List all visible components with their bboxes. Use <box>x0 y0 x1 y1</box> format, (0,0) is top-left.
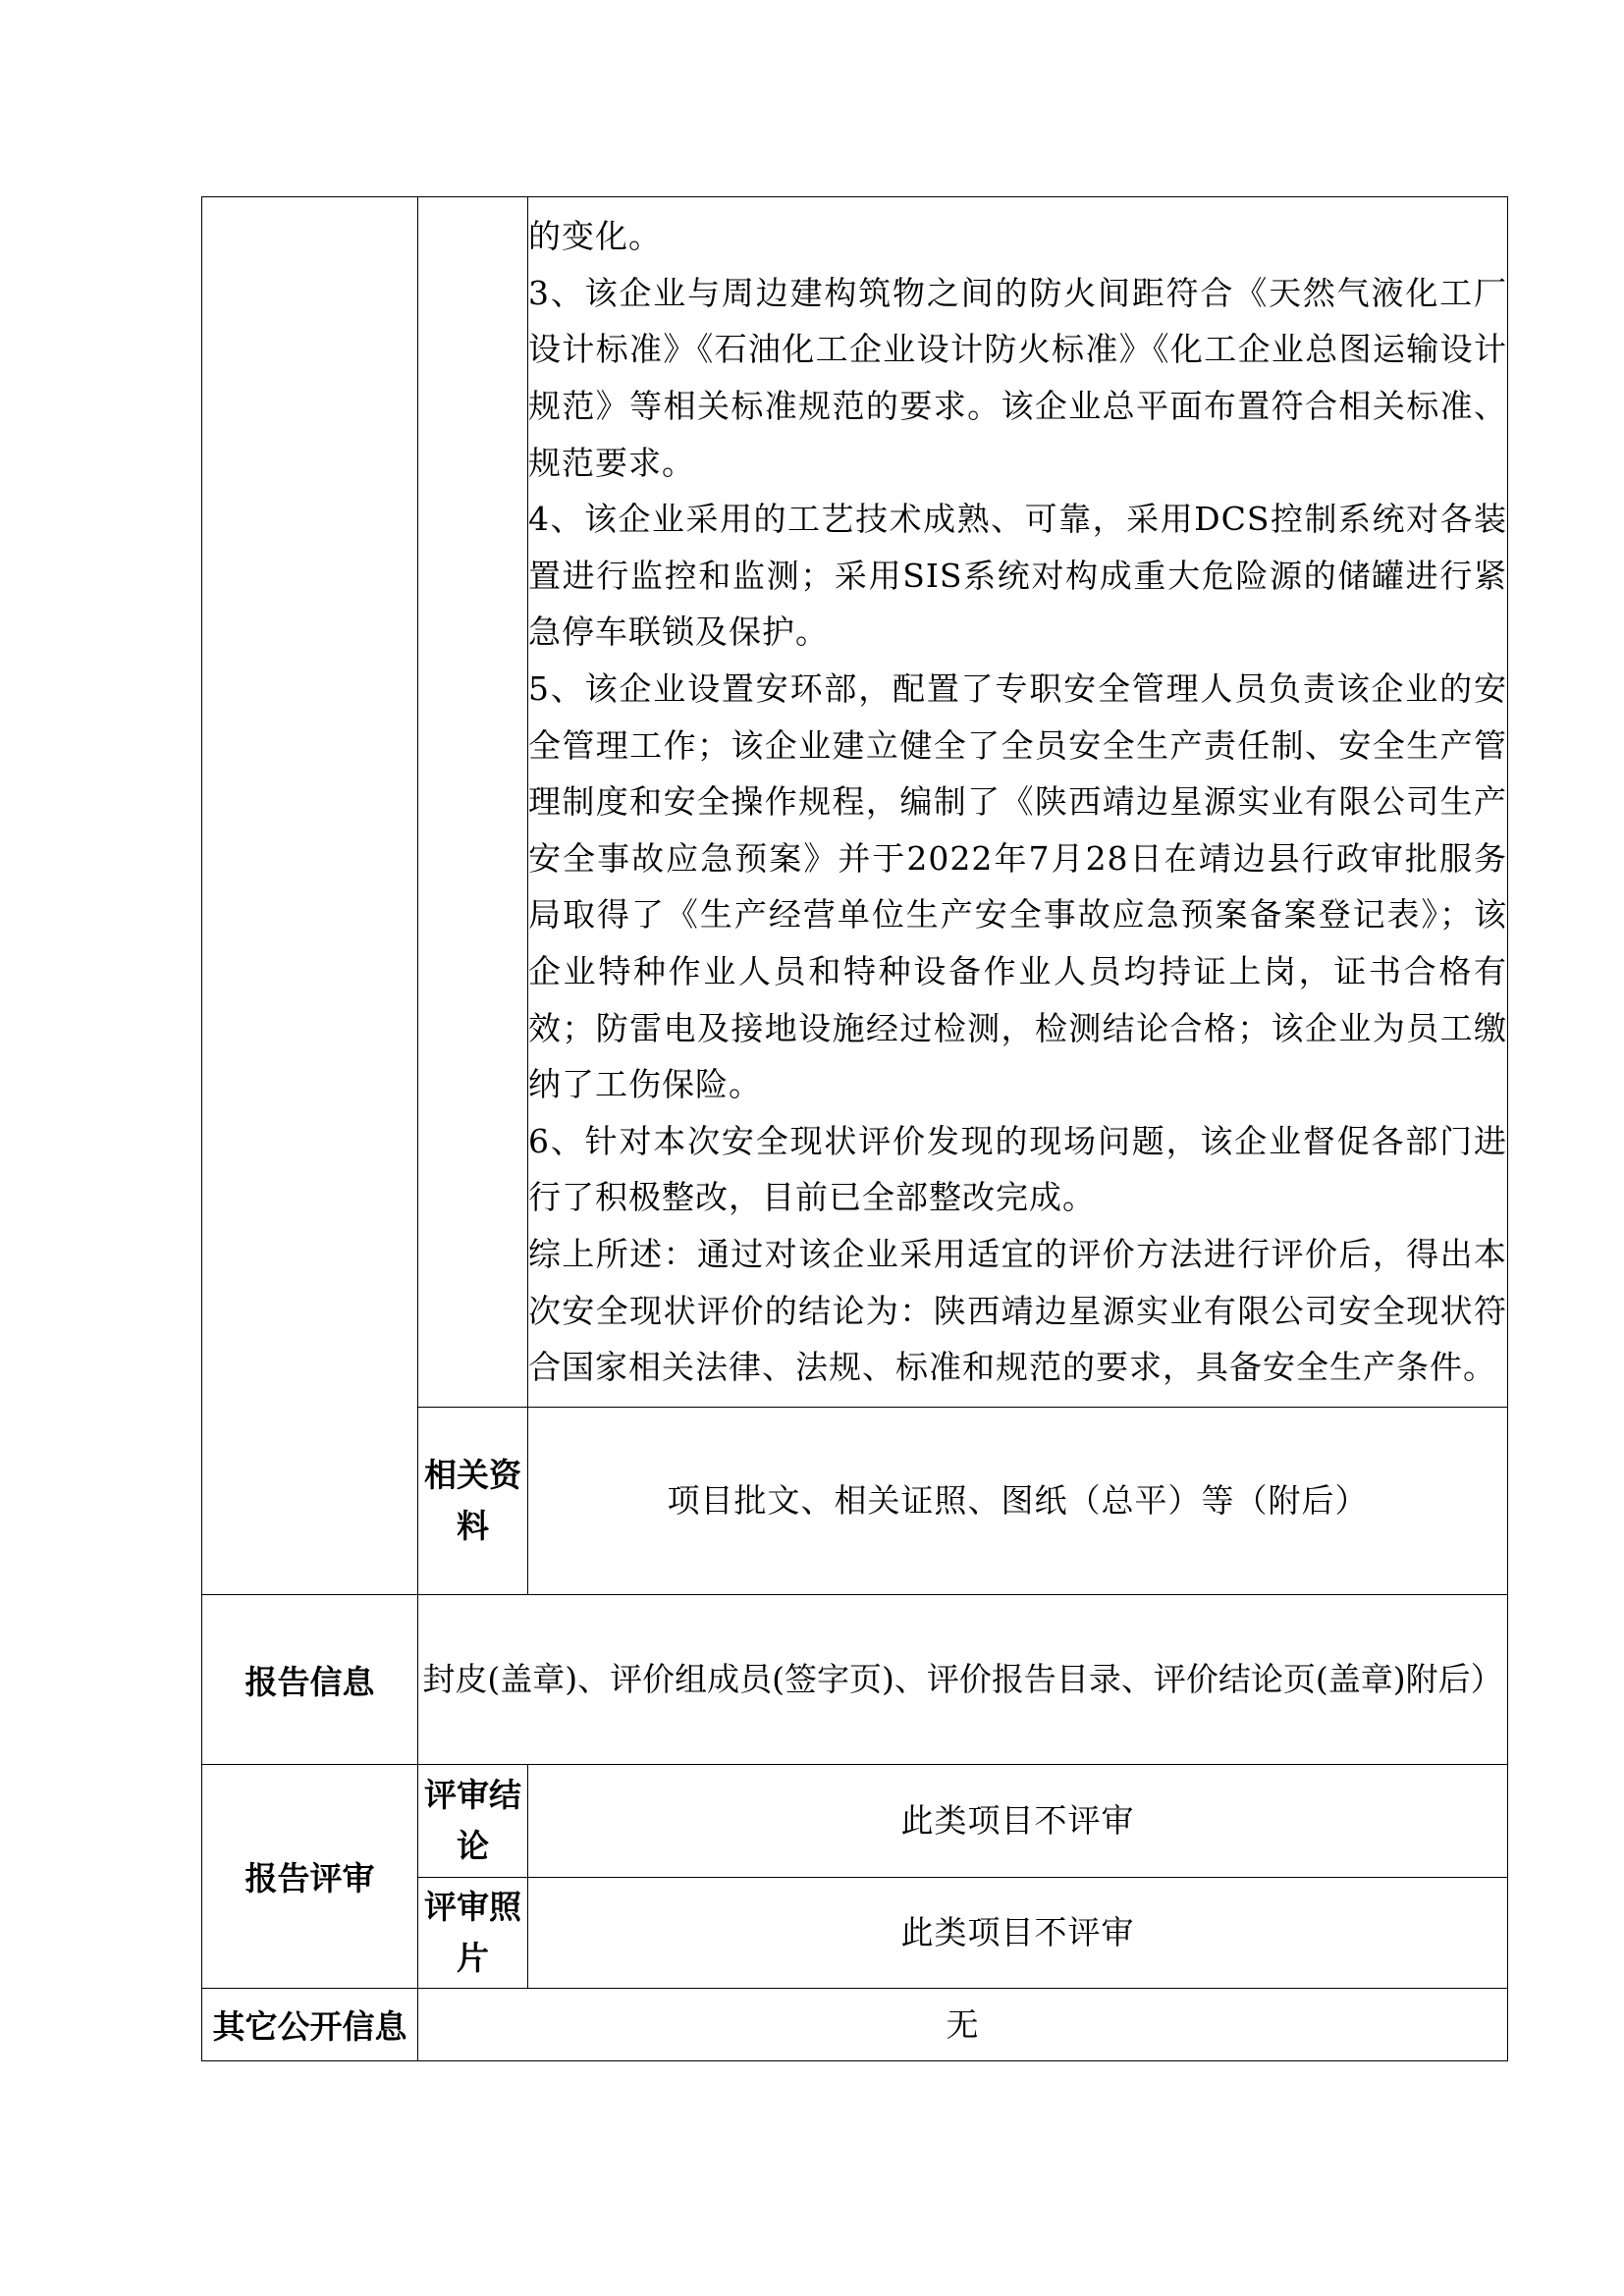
review-photo-label <box>418 1878 528 1989</box>
related-materials-label-text: 相关资料 <box>424 1456 521 1545</box>
report-info-row <box>202 1595 1508 1765</box>
review-conclusion-value: 此类项目不评审 <box>528 1765 1508 1878</box>
review-conclusion-label-text: 评审结论 <box>424 1776 521 1865</box>
evaluation-row <box>202 197 1508 1408</box>
related-materials-value: 项目批文、相关证照、图纸（总平）等（附后） <box>528 1408 1508 1595</box>
paragraph-summary: 综上所述：通过对该企业采用适宜的评价方法进行评价后，得出本次安全现状评价的结论为：陕西靖边星源实业有限公司安全现状符合国家相关法律、法规、标准和规范的要求，具备安全生产条件。 <box>528 1234 1507 1387</box>
review-conclusion-label <box>418 1765 528 1878</box>
disclosure-table <box>201 196 1508 2061</box>
report-review-label: 报告评审 <box>202 1765 418 1989</box>
report-info-value: 封皮(盖章)、评价组成员(签字页)、评价报告目录、评价结论页(盖章)附后） <box>418 1595 1508 1765</box>
review-conclusion-row <box>202 1765 1508 1878</box>
paragraph-item-6: 6、针对本次安全现状评价发现的现场问题，该企业督促各部门进行了积极整改，目前已全部整改完成。 <box>528 1121 1507 1217</box>
other-info-row <box>202 1989 1508 2061</box>
related-materials-label <box>418 1408 528 1595</box>
sub-label-cell-empty <box>418 197 528 1408</box>
paragraph-item-4: 4、该企业采用的工艺技术成熟、可靠，采用DCS控制系统对各装置进行监控和监测；采用SIS系统对构成重大危险源的储罐进行紧急停车联锁及保护。 <box>528 500 1507 652</box>
review-photo-value: 此类项目不评审 <box>528 1878 1508 1989</box>
other-info-value: 无 <box>418 1989 1508 2061</box>
review-photo-label-text: 评审照片 <box>424 1888 521 1977</box>
evaluation-conclusion-text <box>528 197 1508 1408</box>
paragraph-item-5: 5、该企业设置安环部，配置了专职安全管理人员负责该企业的安全管理工作；该企业建立健全了全员安全生产责任制、安全生产管理制度和安全操作规程，编制了《陕西靖边星源实业有限公司生产安全事故应急预案》并于2022年7月28日在靖边县行政审批服务局取得了《生产经营单位生产安全事故应急预案备案登记表》；该企业特种作业人员和特种设备作业人员均持证上岗，证书合格有效；防雷电及接地设施经过检测，检测结论合格；该企业为员工缴纳了工伤保险。 <box>528 669 1507 1104</box>
section-label-cell-empty <box>202 197 418 1595</box>
paragraph-item-3: 3、该企业与周边建构筑物之间的防火间距符合《天然气液化工厂设计标准》《石油化工企业设计防火标准》《化工企业总图运输设计规范》等相关标准规范的要求。该企业总平面布置符合相关标准、规范要求。 <box>528 273 1507 482</box>
report-info-label: 报告信息 <box>202 1595 418 1765</box>
paragraph-continuation: 的变化。 <box>528 217 662 256</box>
other-info-label: 其它公开信息 <box>202 1989 418 2061</box>
